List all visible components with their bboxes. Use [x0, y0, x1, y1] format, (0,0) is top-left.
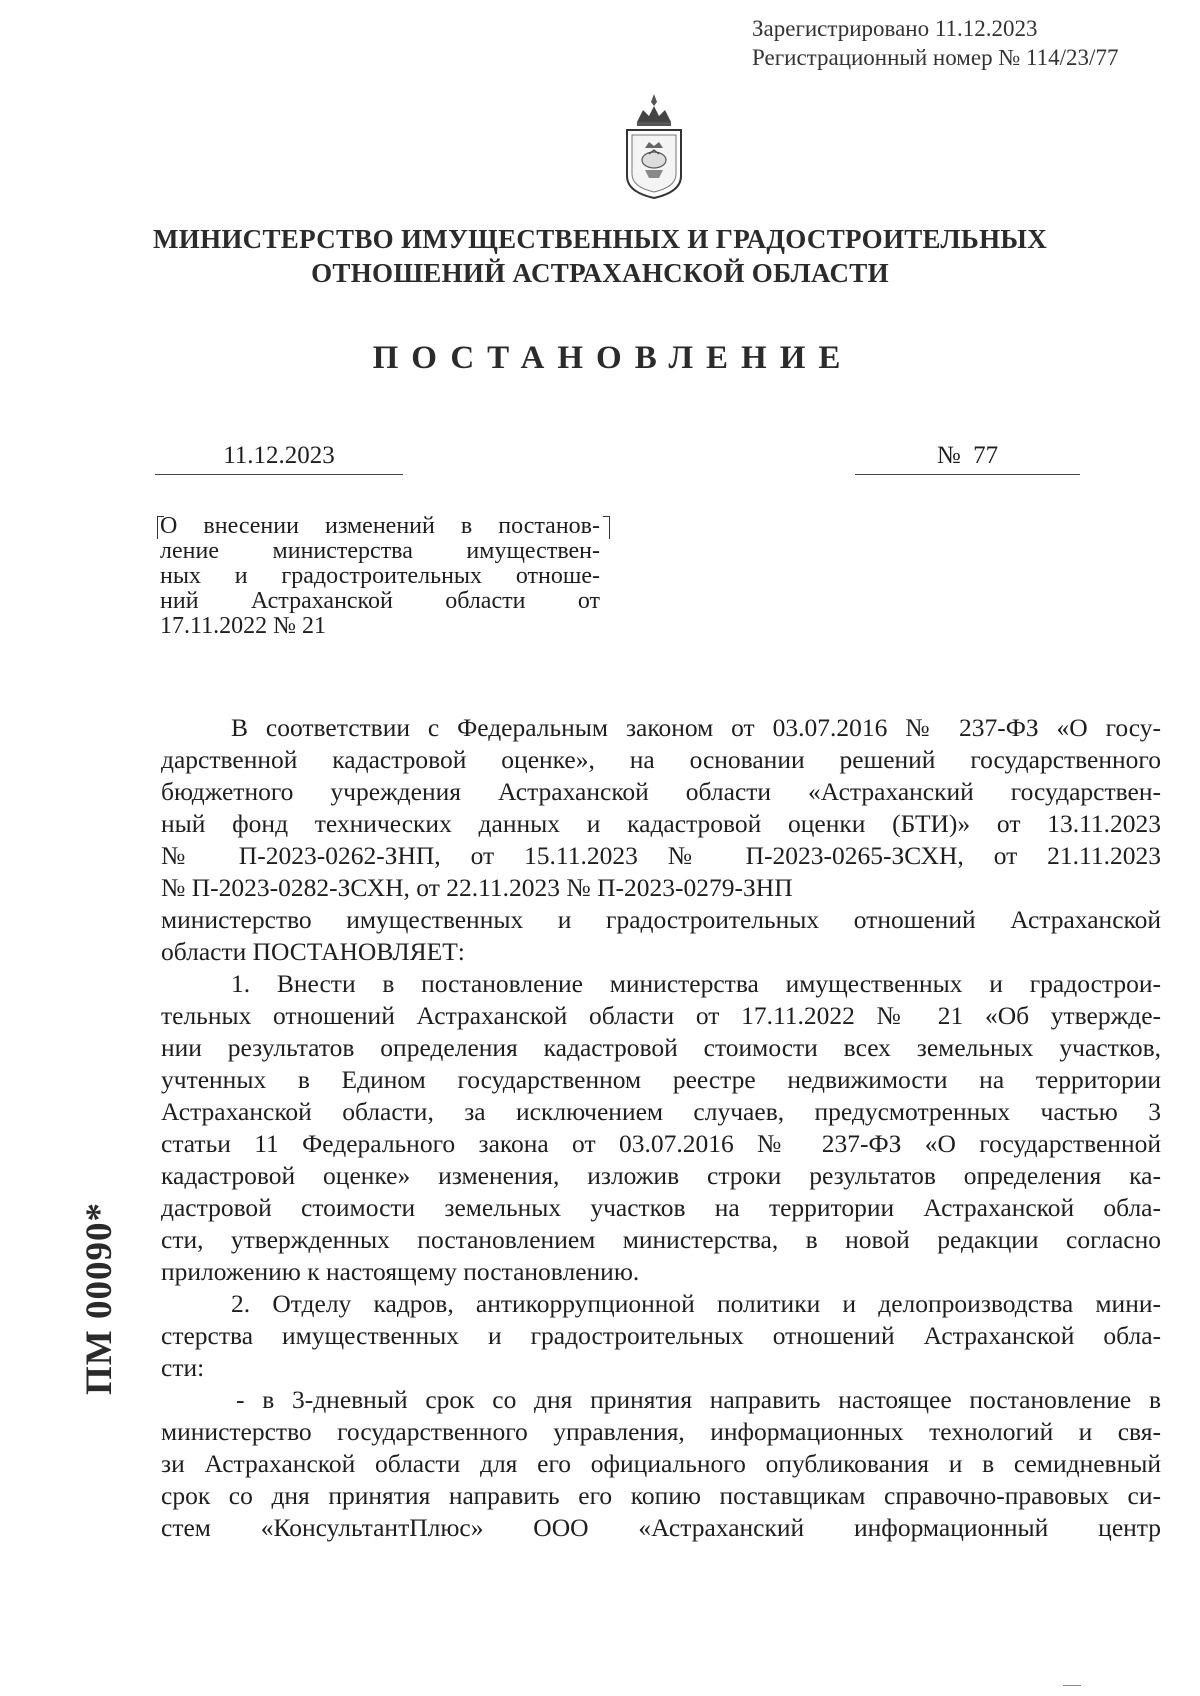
ministry-name	[0, 222, 1200, 290]
astrakhan-coat-of-arms-icon	[623, 92, 685, 200]
item-2-line: стерства имущественных и градостроительных отношений Астраханской обла-	[161, 1321, 1161, 1350]
body-line: ный фонд технических данных и кадастровой оценки (БТИ)» от 13.11.2023	[161, 809, 1161, 838]
item-2-bullet-line: зи Астраханской области для его официального опубликования и в семидневный	[161, 1449, 1161, 1478]
item-1-line: нии результатов определения кадастровой стоимости всех земельных участков,	[161, 1033, 1161, 1062]
item-2-bullet-line: министерство государственного управления, информационных технологий и свя-	[161, 1417, 1161, 1446]
subject-line: ление министерства имуществен-	[160, 538, 600, 564]
item-1-line: 1. Внести в постановление министерства имущественных и градострои-	[231, 969, 1161, 998]
body-line: министерство имущественных и градостроительных отношений Астраханской	[161, 905, 1161, 934]
body-line: В соответствии с Федеральным законом от 03.07.2016 № 237-ФЗ «О госу-	[231, 713, 1161, 742]
body-line: бюджетного учреждения Астраханской области «Астраханский государствен-	[161, 777, 1161, 806]
item-1-line: Астраханской области, за исключением случаев, предусмотренных частью 3	[161, 1097, 1161, 1126]
subject-line: ний Астраханской области от	[160, 588, 600, 614]
subject-bracket-right	[603, 516, 610, 539]
item-2-bullet-line: срок со дня принятия направить его копию поставщикам справочно-правовых си-	[161, 1481, 1161, 1510]
form-code-text: ПМ 00090*	[79, 1202, 120, 1395]
item-1-line: тельных отношений Астраханской области от 17.11.2022 № 21 «Об утвержде-	[161, 1001, 1161, 1030]
document-number-text: № 77	[936, 442, 999, 469]
page-edge-mark	[1063, 1685, 1081, 1686]
item-1-line: дастровой стоимости земельных участков на территории Астраханской обла-	[161, 1193, 1161, 1222]
document-type-title: ПОСТАНОВЛЕНИЕ	[372, 340, 854, 376]
body-line: № П-2023-0262-ЗНП, от 15.11.2023 № П-2023-0265-ЗСХН, от 21.11.2023	[161, 841, 1161, 870]
registration-stamp	[752, 14, 1118, 72]
item-1-line: учтенных в Едином государственном реестре недвижимости на территории	[161, 1065, 1161, 1094]
document-number	[855, 440, 1080, 475]
registration-number: Регистрационный номер № 114/23/77	[752, 45, 1119, 70]
item-1-line: кадастровой оценке» изменения, изложив строки результатов определения ка-	[161, 1161, 1161, 1190]
subject-line: ных и градостроительных отноше-	[160, 563, 600, 589]
item-1-line: сти, утвержденных постановлением министерства, в новой редакции согласно	[161, 1225, 1161, 1254]
item-2-line: сти:	[161, 1353, 205, 1382]
document-date: 11.12.2023	[155, 440, 403, 475]
body-line: дарственной кадастровой оценке», на основании решений государственного	[161, 745, 1161, 774]
document-subject	[160, 514, 600, 639]
item-1-line: приложению к настоящему постановлению.	[161, 1257, 640, 1286]
subject-bracket-left	[157, 516, 164, 539]
item-2-line: 2. Отделу кадров, антикоррупционной политики и делопроизводства мини-	[231, 1289, 1161, 1318]
item-1-line: статьи 11 Федерального закона от 03.07.2016 № 237-ФЗ «О государственной	[161, 1129, 1161, 1158]
subject-line: О внесении изменений в постанов-	[160, 513, 600, 539]
item-2-bullet-line: стем «КонсультантПлюс» ООО «Астраханский информационный центр	[161, 1513, 1161, 1542]
registration-date: Зарегистрировано 11.12.2023	[752, 16, 1038, 41]
ministry-name-line-1: МИНИСТЕРСТВО ИМУЩЕСТВЕННЫХ И ГРАДОСТРОИТЕЛЬНЫХ	[152, 224, 1047, 254]
ministry-name-line-2: ОТНОШЕНИЙ АСТРАХАНСКОЙ ОБЛАСТИ	[311, 258, 889, 288]
body-line: области ПОСТАНОВЛЯЕТ:	[161, 937, 465, 966]
subject-line: 17.11.2022 № 21	[160, 613, 327, 639]
item-2-bullet-line: - в 3-дневный срок со дня принятия направить настоящее постановление в	[236, 1385, 1161, 1414]
body-line: № П-2023-0282-ЗСХН, от 22.11.2023 № П-2023-0279-ЗНП	[161, 873, 793, 902]
document-body	[161, 712, 1161, 1544]
